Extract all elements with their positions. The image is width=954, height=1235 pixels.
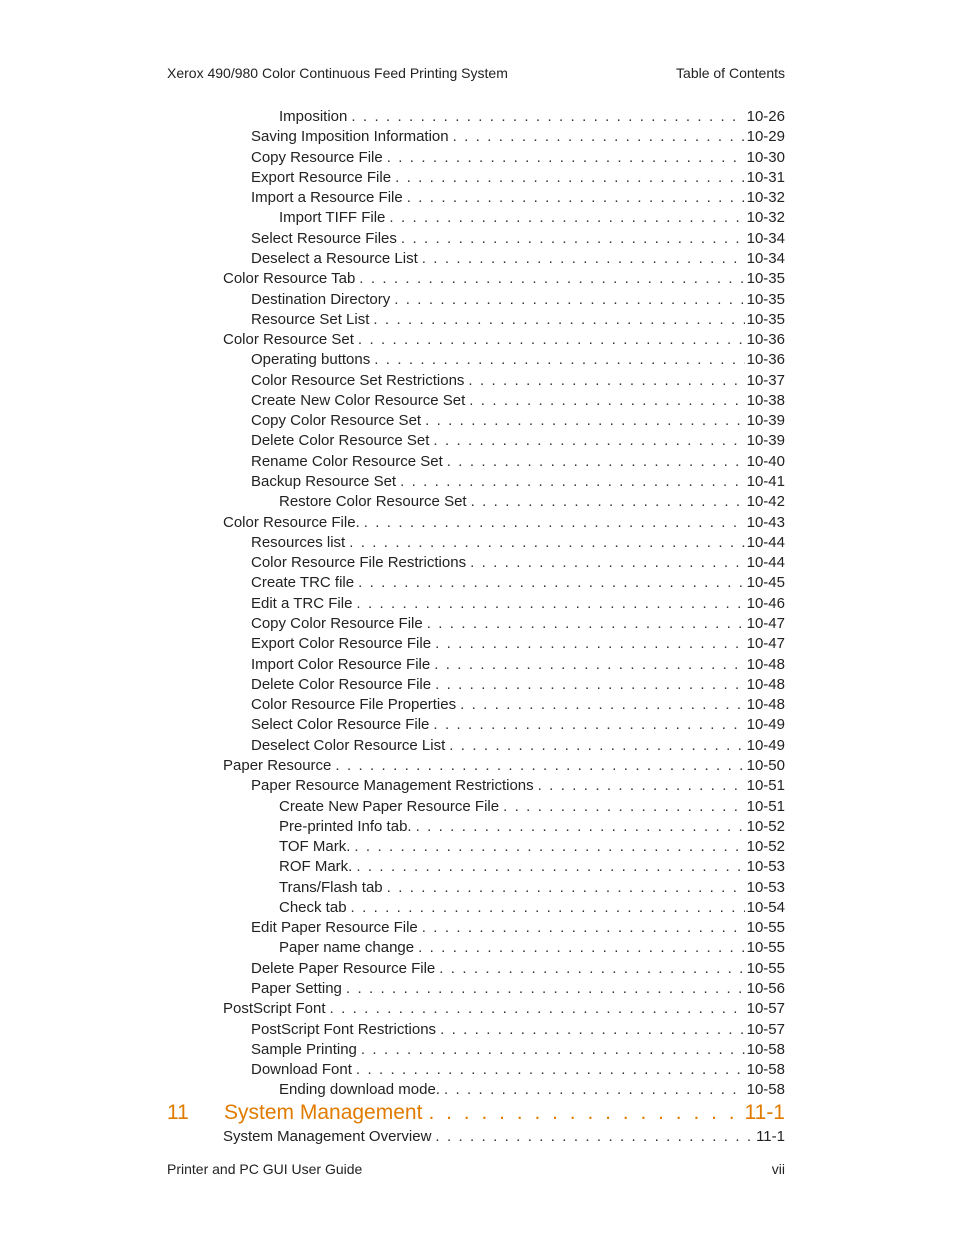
dot-leader	[468, 371, 744, 391]
toc-entry-title: Check tab	[279, 899, 347, 916]
dot-leader	[433, 715, 744, 735]
dot-leader	[330, 999, 745, 1019]
dot-leader	[444, 1080, 745, 1100]
toc-entry-page: 10-57	[746, 1021, 785, 1038]
toc-entry-title: Delete Color Resource File	[251, 676, 432, 693]
toc-entry[interactable]	[251, 979, 785, 999]
dot-leader	[447, 452, 745, 472]
toc-entry[interactable]	[223, 269, 785, 289]
toc-entry-page: 10-29	[746, 128, 785, 145]
toc-entry[interactable]	[279, 107, 785, 127]
toc-entry-title: Rename Color Resource Set	[251, 453, 443, 470]
toc-entry-title: Create New Paper Resource File	[279, 798, 500, 815]
toc-entry-page: 10-57	[746, 1000, 785, 1017]
toc-entry-title: Operating buttons	[251, 351, 371, 368]
toc-entry-title: Select Resource Files	[251, 230, 397, 247]
toc-entry-title: Color Resource File.	[223, 514, 360, 531]
toc-entry-title: Paper name change	[279, 939, 415, 956]
toc-entry-title: Delete Paper Resource File	[251, 960, 436, 977]
toc-entry-title: Export Color Resource File	[251, 635, 432, 652]
toc-entry[interactable]	[251, 310, 785, 330]
chapter-page-number: 11-1	[744, 1101, 785, 1124]
toc-entry[interactable]	[251, 452, 785, 472]
toc-entry-title: Restore Color Resource Set	[279, 493, 467, 510]
toc-entry-title: Copy Color Resource File	[251, 615, 423, 632]
toc-entry-title: Export Resource File	[251, 169, 392, 186]
toc-entry[interactable]	[279, 878, 785, 898]
toc-entry[interactable]	[251, 290, 785, 310]
toc-entry-page: 10-48	[746, 676, 785, 693]
toc-entry[interactable]	[251, 655, 785, 675]
toc-entry-title: Download Font	[251, 1061, 352, 1078]
toc-entry[interactable]	[251, 959, 785, 979]
toc-entry[interactable]	[251, 715, 785, 735]
toc-entry-page: 10-38	[746, 392, 785, 409]
toc-entry-page: 10-46	[746, 595, 785, 612]
toc-entry-title: Destination Directory	[251, 291, 391, 308]
toc-entry[interactable]	[251, 675, 785, 695]
toc-entry-page: 10-45	[746, 574, 785, 591]
toc-entry[interactable]	[251, 1060, 785, 1080]
dot-leader	[471, 492, 745, 512]
toc-entry-page: 10-49	[746, 716, 785, 733]
toc-entry-title: Color Resource Set Restrictions	[251, 372, 465, 389]
toc-entry[interactable]	[251, 776, 785, 796]
dot-leader	[435, 675, 745, 695]
toc-entry-page: 10-30	[746, 149, 785, 166]
toc-entry[interactable]	[279, 492, 785, 512]
toc-entry-page: 10-55	[746, 939, 785, 956]
toc-entry-page: 10-36	[746, 331, 785, 348]
dot-leader	[425, 411, 745, 431]
toc-entry-title: Import TIFF File	[279, 209, 386, 226]
toc-entry[interactable]	[251, 614, 785, 634]
toc-entry-page: 10-44	[746, 554, 785, 571]
toc-entry[interactable]	[279, 208, 785, 228]
toc-entry[interactable]	[251, 553, 785, 573]
toc-entry-page: 10-43	[746, 514, 785, 531]
dot-leader	[356, 857, 744, 877]
dot-leader	[387, 148, 745, 168]
toc-entry-title: Import Color Resource File	[251, 656, 431, 673]
toc-entry[interactable]	[279, 938, 785, 958]
toc-entry-page: 10-51	[746, 777, 785, 794]
toc-entry[interactable]	[251, 168, 785, 188]
toc-entry-page: 10-47	[746, 635, 785, 652]
toc-entry-page: 10-52	[746, 838, 785, 855]
dot-leader	[351, 107, 744, 127]
toc-entry-title: Paper Setting	[251, 980, 342, 997]
dot-leader	[427, 614, 745, 634]
toc-entry[interactable]	[223, 756, 785, 776]
toc-entry-title: Copy Color Resource Set	[251, 412, 422, 429]
toc-entry[interactable]	[223, 1127, 785, 1147]
dot-leader	[346, 979, 745, 999]
dot-leader	[440, 1020, 745, 1040]
toc-entry[interactable]	[251, 371, 785, 391]
dot-leader	[389, 208, 744, 228]
header-product-title: Xerox 490/980 Color Continuous Feed Printing System	[167, 65, 508, 81]
dot-leader	[407, 188, 745, 208]
toc-entry[interactable]	[279, 898, 785, 918]
toc-entry-title: TOF Mark.	[279, 838, 351, 855]
chapter-heading[interactable]	[167, 1100, 785, 1126]
dot-leader	[387, 878, 745, 898]
toc-entry-title: Color Resource Set	[223, 331, 354, 348]
dot-leader	[356, 1060, 745, 1080]
dot-leader	[435, 634, 745, 654]
toc-entry-page: 10-35	[746, 270, 785, 287]
toc-entry-page: 10-32	[746, 209, 785, 226]
toc-entry[interactable]	[251, 1020, 785, 1040]
toc-entry-page: 10-35	[746, 291, 785, 308]
toc-entry-title: Create TRC file	[251, 574, 355, 591]
chapter-title: System Management	[224, 1101, 423, 1124]
toc-entry-page: 10-48	[746, 656, 785, 673]
toc-entry-page: 10-55	[746, 919, 785, 936]
toc-entry-title: Saving Imposition Information	[251, 128, 449, 145]
dot-leader	[453, 127, 745, 147]
toc-entry[interactable]	[279, 837, 785, 857]
toc-entry-page: 10-32	[746, 189, 785, 206]
toc-entry[interactable]	[251, 1040, 785, 1060]
toc-entry-page: 10-56	[746, 980, 785, 997]
toc-entry[interactable]	[251, 350, 785, 370]
toc-entry-title: Edit Paper Resource File	[251, 919, 418, 936]
toc-entry[interactable]	[251, 188, 785, 208]
toc-entry-title: Paper Resource Management Restrictions	[251, 777, 534, 794]
toc-entry[interactable]	[251, 736, 785, 756]
page-header	[167, 65, 785, 85]
toc-entry-title: Deselect a Resource List	[251, 250, 418, 267]
toc-entry-title: Imposition	[279, 108, 348, 125]
toc-entry[interactable]	[251, 918, 785, 938]
dot-leader	[349, 533, 744, 553]
dot-leader	[416, 817, 745, 837]
dot-leader	[394, 290, 744, 310]
toc-entry[interactable]	[251, 533, 785, 553]
header-section-title: Table of Contents	[676, 65, 785, 81]
dot-leader	[351, 898, 745, 918]
dot-leader	[538, 776, 745, 796]
toc-entry[interactable]	[223, 513, 785, 533]
dot-leader	[439, 959, 744, 979]
dot-leader	[470, 553, 745, 573]
dot-leader	[418, 938, 745, 958]
dot-leader	[374, 350, 744, 370]
toc-entry-title: Edit a TRC File	[251, 595, 353, 612]
dot-leader	[434, 655, 744, 675]
toc-entry-page: 10-51	[746, 798, 785, 815]
page-footer	[167, 1161, 785, 1181]
dot-leader	[401, 229, 745, 249]
toc-entry[interactable]	[251, 695, 785, 715]
dot-leader	[469, 391, 744, 411]
dot-leader	[395, 168, 745, 188]
toc-entry-title: ROF Mark.	[279, 858, 353, 875]
toc-entry-page: 10-54	[746, 899, 785, 916]
toc-entry[interactable]	[223, 330, 785, 350]
toc-entry[interactable]	[251, 431, 785, 451]
toc-entry[interactable]	[251, 472, 785, 492]
toc-entry-page: 10-34	[746, 250, 785, 267]
toc-entry-page: 10-42	[746, 493, 785, 510]
dot-leader	[435, 1127, 754, 1147]
toc-entry-title: PostScript Font	[223, 1000, 326, 1017]
toc-entry-page: 10-26	[746, 108, 785, 125]
dot-leader	[358, 573, 745, 593]
toc-entry-page: 10-58	[746, 1041, 785, 1058]
toc-entry[interactable]	[279, 797, 785, 817]
toc-entry-page: 10-53	[746, 879, 785, 896]
toc-entry-title: Pre-printed Info tab.	[279, 818, 412, 835]
toc-entry-page: 10-52	[746, 818, 785, 835]
toc-entry[interactable]	[279, 1080, 785, 1100]
toc-entry-title: Backup Resource Set	[251, 473, 397, 490]
toc-entry-page: 10-41	[746, 473, 785, 490]
toc-entry-page: 11-1	[756, 1128, 785, 1145]
toc-entry-page: 10-39	[746, 412, 785, 429]
toc-entry-page: 10-48	[746, 696, 785, 713]
toc-entry-title: Ending download mode.	[279, 1081, 440, 1098]
dot-leader	[359, 269, 744, 289]
dot-leader	[422, 918, 745, 938]
toc-entry-page: 10-36	[746, 351, 785, 368]
dot-leader	[428, 1100, 740, 1126]
toc-entry[interactable]	[251, 411, 785, 431]
toc-entry-title: Resource Set List	[251, 311, 370, 328]
toc-entry-title: PostScript Font Restrictions	[251, 1021, 437, 1038]
dot-leader	[400, 472, 745, 492]
toc-entry[interactable]	[251, 391, 785, 411]
dot-leader	[373, 310, 744, 330]
toc-entry-page: 10-40	[746, 453, 785, 470]
footer-guide-title: Printer and PC GUI User Guide	[167, 1161, 363, 1177]
toc-entry[interactable]	[251, 127, 785, 147]
toc-entry-page: 10-58	[746, 1061, 785, 1078]
dot-leader	[354, 837, 744, 857]
toc-entry-page: 10-53	[746, 858, 785, 875]
toc-entry-title: Color Resource File Restrictions	[251, 554, 467, 571]
toc-entry-title: Sample Printing	[251, 1041, 357, 1058]
toc-entry-title: Select Color Resource File	[251, 716, 430, 733]
toc-entry-page: 10-44	[746, 534, 785, 551]
toc-entry-title: Resources list	[251, 534, 346, 551]
toc-entry-page: 10-37	[746, 372, 785, 389]
toc-entry[interactable]	[251, 634, 785, 654]
dot-leader	[335, 756, 744, 776]
toc-entry-page: 10-31	[746, 169, 785, 186]
toc-entry[interactable]	[251, 573, 785, 593]
chapter-number: 11	[167, 1101, 189, 1124]
toc-entry-title: Import a Resource File	[251, 189, 403, 206]
toc-entry-title: Trans/Flash tab	[279, 879, 383, 896]
footer-page-number: vii	[771, 1161, 785, 1177]
toc-entry[interactable]	[251, 148, 785, 168]
dot-leader	[356, 594, 744, 614]
toc-entry-page: 10-47	[746, 615, 785, 632]
toc-entry-page: 10-58	[746, 1081, 785, 1098]
toc-entry-page: 10-49	[746, 737, 785, 754]
dot-leader	[361, 1040, 745, 1060]
toc-entry-title: Color Resource Tab	[223, 270, 356, 287]
toc-entry-title: Create New Color Resource Set	[251, 392, 466, 409]
dot-leader	[422, 249, 745, 269]
toc-entry-page: 10-39	[746, 432, 785, 449]
toc-entry[interactable]	[251, 229, 785, 249]
toc-entry[interactable]	[279, 857, 785, 877]
toc-entry-title: Paper Resource	[223, 757, 332, 774]
toc-entry-title: Deselect Color Resource List	[251, 737, 446, 754]
toc-entry[interactable]	[251, 249, 785, 269]
toc-entry-page: 10-35	[746, 311, 785, 328]
toc-entry-title: Copy Resource File	[251, 149, 383, 166]
toc-entry[interactable]	[279, 817, 785, 837]
toc-entry-page: 10-34	[746, 230, 785, 247]
dot-leader	[449, 736, 744, 756]
dot-leader	[433, 431, 744, 451]
toc-entry-title: Color Resource File Properties	[251, 696, 457, 713]
toc-entry[interactable]	[251, 594, 785, 614]
toc-entry[interactable]	[223, 999, 785, 1019]
toc-entry-title: System Management Overview	[223, 1128, 432, 1145]
dot-leader	[364, 513, 745, 533]
toc-entry-title: Delete Color Resource Set	[251, 432, 430, 449]
dot-leader	[358, 330, 745, 350]
toc-entry-page: 10-50	[746, 757, 785, 774]
dot-leader	[460, 695, 745, 715]
dot-leader	[503, 797, 745, 817]
toc-entry-page: 10-55	[746, 960, 785, 977]
